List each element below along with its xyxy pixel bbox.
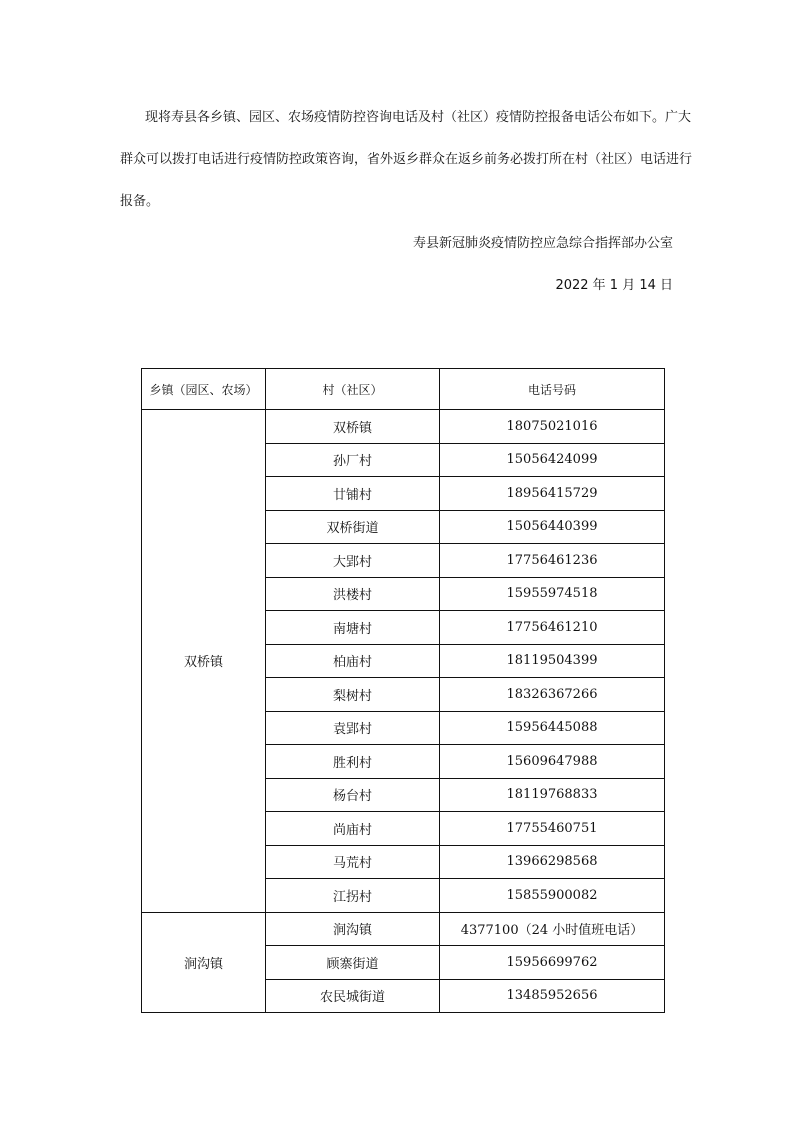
phone-cell: 17756461236 (440, 544, 665, 578)
issue-date: 2022 年 1 月 14 日 (555, 278, 673, 293)
header-town: 乡镇（园区、农场） (142, 369, 266, 410)
village-cell: 双桥街道 (266, 510, 440, 544)
phone-cell: 15956445088 (440, 711, 665, 745)
village-cell: 孙厂村 (266, 443, 440, 477)
phone-cell: 17755460751 (440, 812, 665, 846)
phone-cell: 18075021016 (440, 410, 665, 444)
phone-cell: 15955974518 (440, 577, 665, 611)
village-cell: 江拐村 (266, 879, 440, 913)
village-cell: 尚庙村 (266, 812, 440, 846)
phone-cell: 4377100（24 小时值班电话） (440, 912, 665, 946)
phone-cell: 18119504399 (440, 644, 665, 678)
notice-line-1: 现将寿县各乡镇、园区、农场疫情防控咨询电话及村（社区）疫情防控报备电话公布如下。广大 (145, 110, 692, 125)
notice-line-3: 报备。 (120, 194, 160, 209)
village-cell: 廿铺村 (266, 477, 440, 511)
phone-cell: 15609647988 (440, 745, 665, 779)
village-cell: 南塘村 (266, 611, 440, 645)
village-cell: 农民城街道 (266, 979, 440, 1013)
table-body (142, 410, 665, 1013)
village-cell: 洪楼村 (266, 577, 440, 611)
town-cell: 双桥镇 (142, 410, 266, 913)
village-cell: 马荒村 (266, 845, 440, 879)
header-village: 村（社区） (266, 369, 440, 410)
phone-cell: 18956415729 (440, 477, 665, 511)
table-row (142, 410, 665, 444)
village-cell: 双桥镇 (266, 410, 440, 444)
village-cell: 杨台村 (266, 778, 440, 812)
village-cell: 大郢村 (266, 544, 440, 578)
town-cell: 涧沟镇 (142, 912, 266, 1013)
phone-cell: 18119768833 (440, 778, 665, 812)
issuer: 寿县新冠肺炎疫情防控应急综合指挥部办公室 (412, 236, 673, 251)
village-cell: 梨树村 (266, 678, 440, 712)
header-phone: 电话号码 (440, 369, 665, 410)
contact-table (141, 368, 665, 1013)
phone-cell: 15056424099 (440, 443, 665, 477)
village-cell: 袁郢村 (266, 711, 440, 745)
phone-cell: 15855900082 (440, 879, 665, 913)
village-cell: 顾寨街道 (266, 946, 440, 980)
phone-cell: 15056440399 (440, 510, 665, 544)
village-cell: 胜利村 (266, 745, 440, 779)
phone-cell: 17756461210 (440, 611, 665, 645)
table-header-row (142, 369, 665, 410)
notice-line-2: 群众可以拨打电话进行疫情防控政策咨询，省外返乡群众在返乡前务必拨打所在村（社区）电话进行 (120, 152, 693, 167)
phone-cell: 13485952656 (440, 979, 665, 1013)
village-cell: 柏庙村 (266, 644, 440, 678)
phone-cell: 15956699762 (440, 946, 665, 980)
phone-cell: 13966298568 (440, 845, 665, 879)
table-row (142, 912, 665, 946)
phone-cell: 18326367266 (440, 678, 665, 712)
village-cell: 涧沟镇 (266, 912, 440, 946)
